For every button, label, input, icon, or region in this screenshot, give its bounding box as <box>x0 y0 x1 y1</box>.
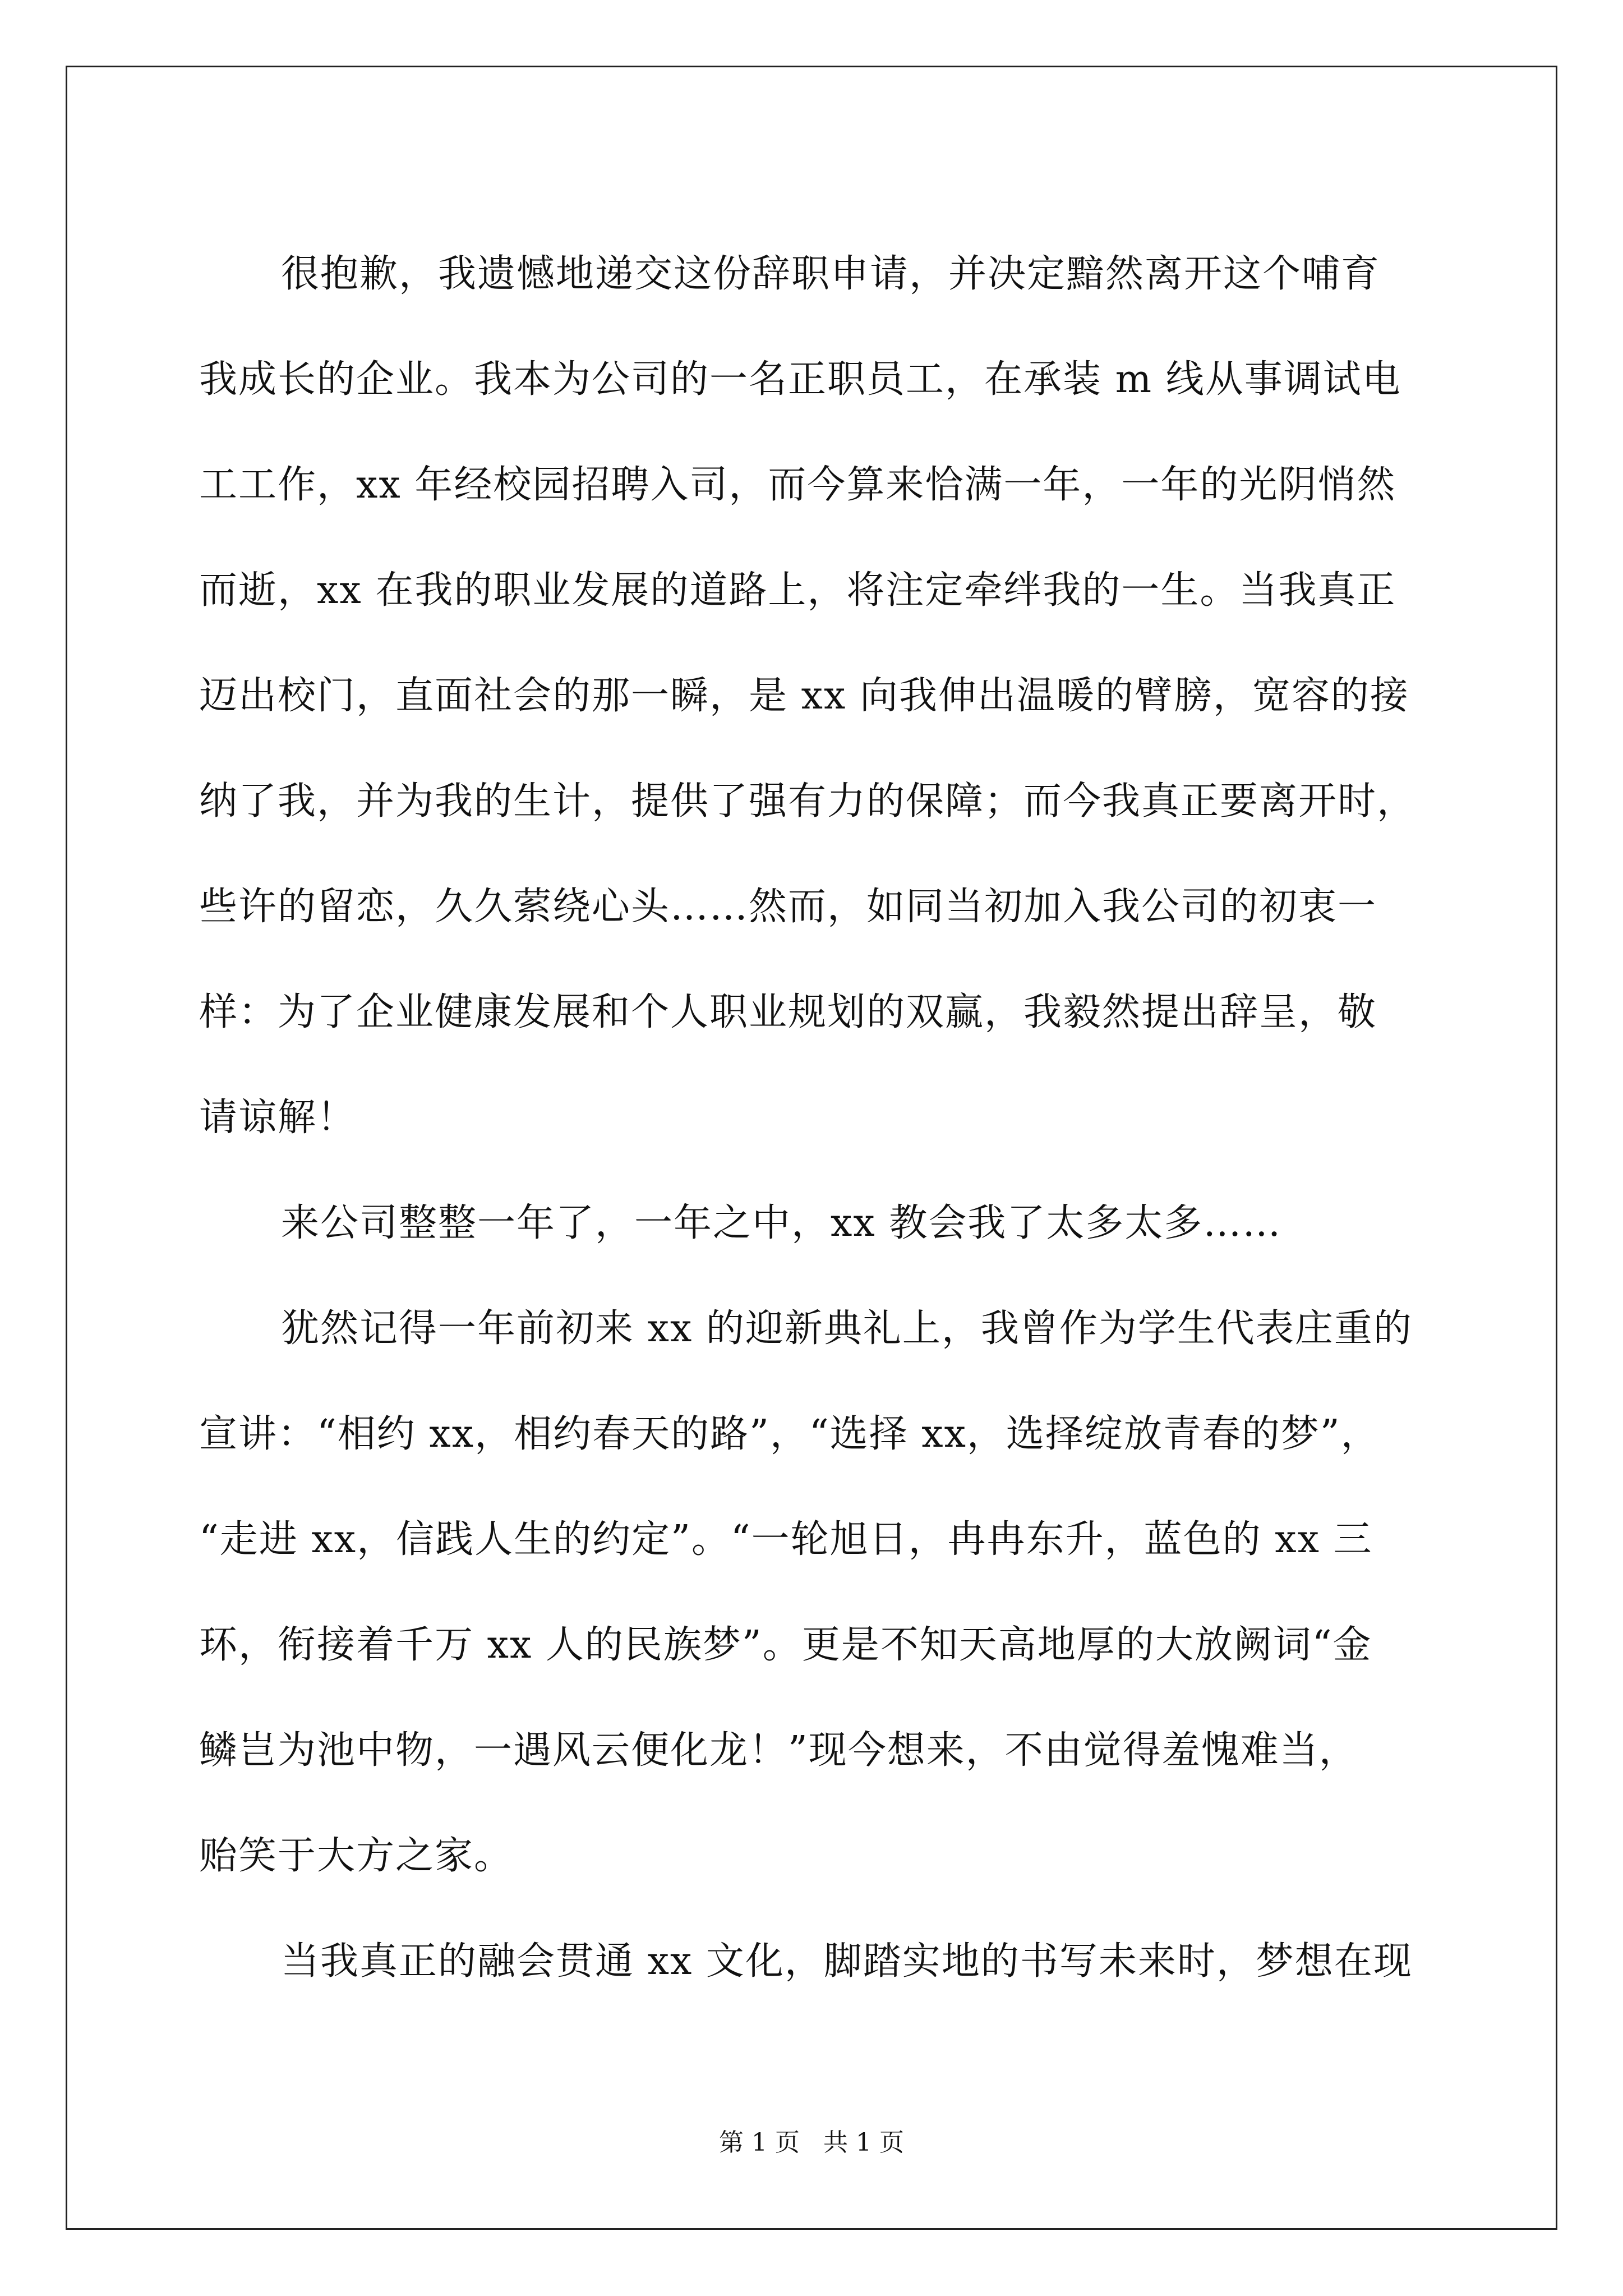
text-line: 请谅解！ <box>199 1096 357 1140</box>
text-line: 样：为了企业健康发展和个人职业规划的双赢，我毅然提出辞呈，敬 <box>199 990 1377 1034</box>
text-line: 我成长的企业。我本为公司的一名正职员工，在承装 m 线从事调试电 <box>199 357 1401 402</box>
text-line: 鳞岂为池中物，一遇风云便化龙！”现今想来，不由觉得羞愧难当， <box>199 1728 1358 1773</box>
text-line: 犹然记得一年前初来 xx 的迎新典礼上，我曾作为学生代表庄重的 <box>281 1306 1413 1351</box>
text-line: 来公司整整一年了，一年之中，xx 教会我了太多太多…… <box>281 1201 1282 1245</box>
text-line: 纳了我，并为我的生计，提供了强有力的保障；而今我真正要离开时， <box>199 779 1417 823</box>
text-line: “走进 xx，信践人生的约定”。“一轮旭日，冉冉东升，蓝色的 xx 三 <box>199 1517 1373 1562</box>
text-line: 而逝，xx 在我的职业发展的道路上，将注定牵绊我的一生。当我真正 <box>199 568 1396 613</box>
text-line: 很抱歉，我遗憾地递交这份辞职申请，并决定黯然离开这个哺育 <box>281 252 1381 296</box>
text-line: 宣讲：“相约 xx，相约春天的路”，“选择 xx，选择绽放青春的梦”， <box>199 1412 1380 1456</box>
text-line: 工工作，xx 年经校园招聘入司，而今算来恰满一年，一年的光阴悄然 <box>199 463 1396 507</box>
text-line: 贻笑于大方之家。 <box>199 1834 514 1878</box>
text-line: 迈出校门，直面社会的那一瞬，是 xx 向我伸出温暖的臂膀，宽容的接 <box>199 674 1409 718</box>
text-line: 环，衔接着千万 xx 人的民族梦”。更是不知天高地厚的大放阙词“金 <box>199 1623 1372 1667</box>
document-body <box>199 222 1427 2014</box>
text-line: 当我真正的融会贯通 xx 文化，脚踏实地的书写未来时，梦想在现 <box>281 1939 1413 1984</box>
text-line: 些许的留恋，久久萦绕心头……然而，如同当初加入我公司的初衷一 <box>199 885 1377 929</box>
page-footer: 第 1 页 共 1 页 <box>719 2128 904 2157</box>
